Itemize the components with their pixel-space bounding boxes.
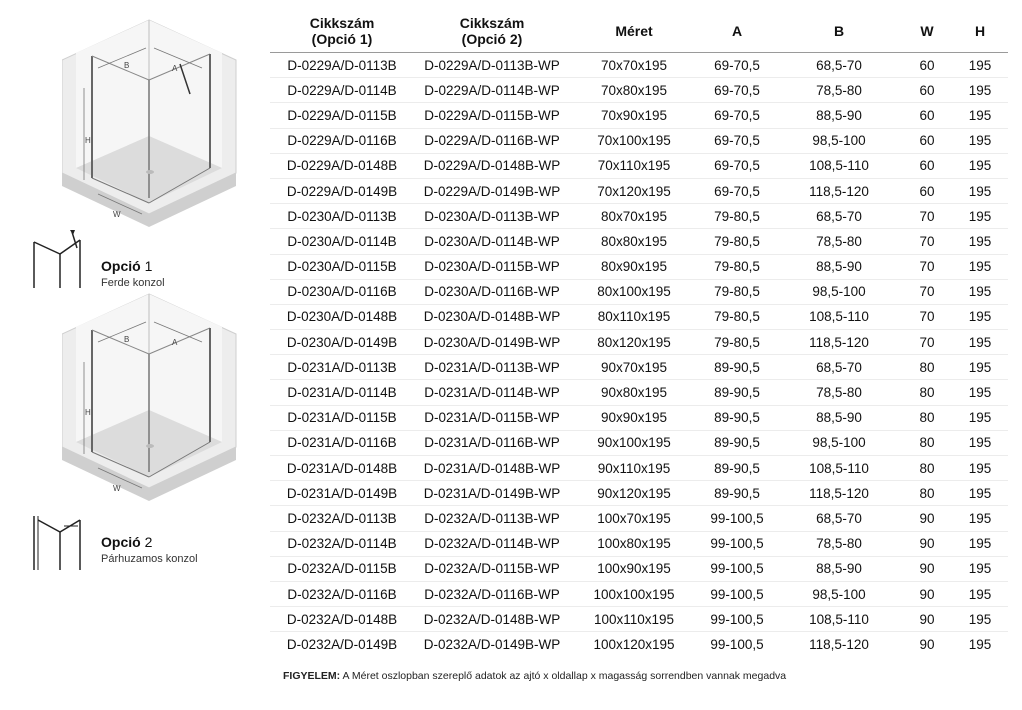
cell-w: 80	[902, 481, 952, 506]
cell-cikkszam-1: D-0231A/D-0116B	[270, 430, 414, 455]
cell-cikkszam-1: D-0232A/D-0149B	[286, 636, 398, 652]
cell-a: 69-70,5	[698, 178, 776, 203]
cell-a: 89-90,5	[698, 380, 776, 405]
cell-a: 89-90,5	[698, 430, 776, 455]
cell-a: 89-90,5	[698, 481, 776, 506]
cell-meret: 90x110x195	[570, 456, 698, 481]
cell-w: 70	[902, 330, 952, 355]
parallel-bracket-icon	[30, 510, 85, 572]
cell-h: 195	[952, 581, 1008, 606]
cell-b: 78,5-80	[776, 380, 902, 405]
cell-h: 195	[952, 556, 1008, 581]
cell-cikkszam-1: D-0229A/D-0149B	[270, 178, 414, 203]
cell-h: 195	[952, 78, 1008, 103]
cell-b: 98,5-100	[776, 581, 902, 606]
cell-cikkszam-1: D-0232A/D-0115B	[270, 556, 414, 581]
table-row	[270, 103, 1008, 128]
cell-meret: 70x90x195	[570, 103, 698, 128]
cell-w: 60	[902, 153, 952, 178]
cell-h: 195	[952, 178, 1008, 203]
cell-cikkszam-2: D-0230A/D-0148B-WP	[414, 304, 570, 329]
cell-h: 195	[952, 430, 1008, 455]
cell-cikkszam-1: D-0232A/D-0148B	[270, 607, 414, 632]
dim-label-h-2: H	[85, 408, 91, 417]
cell-meret: 100x100x195	[570, 581, 698, 606]
cell-meret: 70x80x195	[570, 78, 698, 103]
table-header-row	[270, 10, 1008, 53]
table-body	[270, 53, 1008, 657]
cell-b: 88,5-90	[776, 405, 902, 430]
cell-b: 68,5-70	[776, 204, 902, 229]
cell-meret: 100x110x195	[570, 607, 698, 632]
cell-cikkszam-2: D-0231A/D-0114B-WP	[414, 380, 570, 405]
cell-h: 195	[952, 103, 1008, 128]
cell-b: 88,5-90	[776, 254, 902, 279]
cell-meret: 100x70x195	[570, 506, 698, 531]
cell-a: 99-100,5	[698, 556, 776, 581]
table-row	[270, 556, 1008, 581]
cell-cikkszam-2: D-0230A/D-0116B-WP	[414, 279, 570, 304]
cell-cikkszam-2: D-0232A/D-0114B-WP	[414, 531, 570, 556]
cell-cikkszam-2: D-0232A/D-0148B-WP	[414, 607, 570, 632]
cell-w: 80	[902, 355, 952, 380]
options-panel	[0, 0, 260, 710]
cell-a: 99-100,5	[698, 531, 776, 556]
cell-meret: 80x110x195	[570, 304, 698, 329]
cell-cikkszam-1: D-0229A/D-0114B	[270, 78, 414, 103]
note-label: FIGYELEM:	[283, 670, 341, 682]
cell-cikkszam-1: D-0230A/D-0114B	[270, 229, 414, 254]
cell-h: 195	[952, 531, 1008, 556]
option-1-title: Opció 1	[101, 258, 153, 274]
cell-a: 69-70,5	[698, 53, 776, 78]
cell-cikkszam-1: D-0230A/D-0149B	[270, 330, 414, 355]
cell-w: 90	[902, 531, 952, 556]
header-meret: Méret	[570, 10, 698, 53]
cell-meret: 70x110x195	[570, 153, 698, 178]
dim-label-a-2: A	[172, 338, 178, 347]
cell-meret: 90x90x195	[570, 405, 698, 430]
cell-cikkszam-2: D-0231A/D-0149B-WP	[414, 481, 570, 506]
cell-a: 99-100,5	[710, 636, 764, 652]
cell-cikkszam-2: D-0232A/D-0149B-WP	[423, 636, 561, 652]
cell-h: 195	[952, 229, 1008, 254]
cell-b: 118,5-120	[809, 636, 869, 652]
cell-b: 68,5-70	[776, 355, 902, 380]
cell-cikkszam-2: D-0232A/D-0116B-WP	[414, 581, 570, 606]
cell-h: 195	[952, 506, 1008, 531]
cell-h: 195	[952, 53, 1008, 78]
cell-a: 79-80,5	[698, 304, 776, 329]
cell-cikkszam-2: D-0230A/D-0149B-WP	[414, 330, 570, 355]
table-row	[270, 531, 1008, 556]
cell-w: 70	[902, 254, 952, 279]
cell-a: 79-80,5	[698, 330, 776, 355]
cell-b: 118,5-120	[776, 178, 902, 203]
cell-meret: 80x100x195	[570, 279, 698, 304]
cell-w: 90	[902, 506, 952, 531]
cell-a: 89-90,5	[698, 405, 776, 430]
cell-h: 195	[952, 607, 1008, 632]
cell-w: 60	[902, 53, 952, 78]
cell-cikkszam-2: D-0229A/D-0115B-WP	[414, 103, 570, 128]
cell-a: 79-80,5	[698, 254, 776, 279]
cell-b: 118,5-120	[776, 330, 902, 355]
dim-label-b-2: B	[124, 335, 130, 344]
cell-w: 70	[902, 204, 952, 229]
cell-w: 80	[902, 430, 952, 455]
cell-h: 195	[968, 636, 992, 652]
cell-w: 60	[902, 178, 952, 203]
cell-b: 98,5-100	[776, 279, 902, 304]
slanted-bracket-icon	[30, 228, 85, 290]
cell-meret: 80x120x195	[570, 330, 698, 355]
cell-b: 98,5-100	[776, 128, 902, 153]
cell-cikkszam-2: D-0230A/D-0114B-WP	[414, 229, 570, 254]
cell-a: 69-70,5	[698, 128, 776, 153]
cell-w: 80	[902, 456, 952, 481]
cell-meret: 90x70x195	[570, 355, 698, 380]
table-row	[270, 607, 1008, 632]
cell-cikkszam-2: D-0229A/D-0114B-WP	[414, 78, 570, 103]
cell-b: 108,5-110	[776, 304, 902, 329]
cell-cikkszam-1: D-0230A/D-0116B	[270, 279, 414, 304]
cell-cikkszam-1: D-0232A/D-0113B	[270, 506, 414, 531]
cell-h: 195	[952, 304, 1008, 329]
cell-w: 70	[902, 279, 952, 304]
cell-meret: 90x100x195	[570, 430, 698, 455]
cell-w: 60	[902, 128, 952, 153]
table-row	[270, 178, 1008, 203]
table-row	[270, 506, 1008, 531]
header-b: B	[776, 10, 902, 53]
cell-meret: 70x70x195	[570, 53, 698, 78]
cell-meret: 90x120x195	[570, 481, 698, 506]
table-row	[270, 304, 1008, 329]
cell-cikkszam-1: D-0229A/D-0113B	[270, 53, 414, 78]
cell-cikkszam-1: D-0232A/D-0114B	[270, 531, 414, 556]
cell-b: 108,5-110	[776, 607, 902, 632]
cell-b: 108,5-110	[776, 153, 902, 178]
cell-meret: 100x120x195	[593, 636, 675, 652]
cell-cikkszam-2: D-0231A/D-0115B-WP	[414, 405, 570, 430]
cell-cikkszam-2: D-0232A/D-0115B-WP	[414, 556, 570, 581]
cell-h: 195	[952, 456, 1008, 481]
cell-b: 78,5-80	[776, 531, 902, 556]
option-2-subtitle: Párhuzamos konzol	[101, 553, 198, 565]
table-row	[270, 254, 1008, 279]
cell-h: 195	[952, 128, 1008, 153]
cell-b: 108,5-110	[776, 456, 902, 481]
cell-a: 69-70,5	[698, 78, 776, 103]
cell-h: 195	[952, 481, 1008, 506]
cell-h: 195	[952, 279, 1008, 304]
cell-w: 70	[902, 304, 952, 329]
cell-cikkszam-2: D-0229A/D-0116B-WP	[414, 128, 570, 153]
table-row	[270, 229, 1008, 254]
cell-cikkszam-1: D-0229A/D-0116B	[270, 128, 414, 153]
header-h: H	[952, 10, 1008, 53]
table-row	[270, 330, 1008, 355]
cell-a: 79-80,5	[698, 204, 776, 229]
cell-cikkszam-1: D-0231A/D-0113B	[270, 355, 414, 380]
cell-a: 99-100,5	[698, 607, 776, 632]
cell-w: 70	[902, 229, 952, 254]
cell-a: 99-100,5	[698, 581, 776, 606]
cell-h: 195	[952, 330, 1008, 355]
table-row	[270, 430, 1008, 455]
cell-cikkszam-2: D-0230A/D-0113B-WP	[414, 204, 570, 229]
cell-w: 90	[902, 556, 952, 581]
table-row	[270, 78, 1008, 103]
cell-cikkszam-1: D-0229A/D-0148B	[270, 153, 414, 178]
cell-a: 69-70,5	[698, 103, 776, 128]
cell-cikkszam-2: D-0231A/D-0116B-WP	[414, 430, 570, 455]
cell-meret: 100x80x195	[570, 531, 698, 556]
cell-w: 80	[902, 380, 952, 405]
header-a: A	[698, 10, 776, 53]
cell-cikkszam-2: D-0229A/D-0149B-WP	[414, 178, 570, 203]
cell-b: 68,5-70	[776, 53, 902, 78]
table-row	[270, 128, 1008, 153]
table-row	[270, 456, 1008, 481]
cell-h: 195	[952, 254, 1008, 279]
note	[283, 670, 786, 682]
table-row	[270, 279, 1008, 304]
cell-a: 69-70,5	[698, 153, 776, 178]
cell-cikkszam-1: D-0230A/D-0115B	[270, 254, 414, 279]
dim-label-b-1: B	[124, 61, 130, 70]
dim-label-w-1: W	[113, 210, 121, 219]
cell-cikkszam-2: D-0229A/D-0148B-WP	[414, 153, 570, 178]
cell-cikkszam-1: D-0230A/D-0148B	[270, 304, 414, 329]
cell-b: 78,5-80	[776, 78, 902, 103]
table-row	[270, 405, 1008, 430]
cell-cikkszam-1: D-0232A/D-0116B	[270, 581, 414, 606]
header-cikkszam-opcio-2: Cikkszám (Opció 2)	[414, 10, 570, 53]
dim-label-w-2: W	[113, 484, 121, 493]
cell-meret: 100x90x195	[570, 556, 698, 581]
cell-w: 80	[902, 405, 952, 430]
cell-b: 118,5-120	[776, 481, 902, 506]
cell-w: 60	[902, 103, 952, 128]
cell-b: 98,5-100	[776, 430, 902, 455]
cell-meret: 70x100x195	[570, 128, 698, 153]
table-row	[270, 53, 1008, 78]
option-1-subtitle: Ferde konzol	[101, 277, 165, 289]
table-row	[270, 380, 1008, 405]
cell-meret: 80x90x195	[570, 254, 698, 279]
cell-h: 195	[952, 405, 1008, 430]
cell-cikkszam-2: D-0229A/D-0113B-WP	[414, 53, 570, 78]
header-cikkszam-opcio-1: Cikkszám (Opció 1)	[270, 10, 414, 53]
cell-b: 88,5-90	[776, 556, 902, 581]
spec-table	[270, 10, 1008, 657]
cell-b: 78,5-80	[776, 229, 902, 254]
cell-cikkszam-1: D-0231A/D-0148B	[270, 456, 414, 481]
cell-b: 68,5-70	[776, 506, 902, 531]
cell-meret: 80x80x195	[570, 229, 698, 254]
cell-a: 79-80,5	[698, 229, 776, 254]
cell-a: 99-100,5	[698, 506, 776, 531]
cell-cikkszam-1: D-0231A/D-0114B	[270, 380, 414, 405]
cell-b: 88,5-90	[776, 103, 902, 128]
cell-meret: 90x80x195	[570, 380, 698, 405]
cell-a: 79-80,5	[698, 279, 776, 304]
option-2-title: Opció 2	[101, 534, 153, 550]
table-row	[270, 153, 1008, 178]
cell-cikkszam-1: D-0229A/D-0115B	[270, 103, 414, 128]
cell-a: 89-90,5	[698, 456, 776, 481]
table-row	[270, 581, 1008, 606]
table-row	[270, 204, 1008, 229]
cell-w: 90	[902, 607, 952, 632]
cell-cikkszam-1: D-0230A/D-0113B	[270, 204, 414, 229]
dim-label-h-1: H	[85, 136, 91, 145]
table-row	[270, 355, 1008, 380]
cell-meret: 80x70x195	[570, 204, 698, 229]
dim-label-a-1: A	[172, 64, 178, 73]
cell-w: 60	[902, 78, 952, 103]
cell-cikkszam-2: D-0231A/D-0113B-WP	[414, 355, 570, 380]
cell-h: 195	[952, 355, 1008, 380]
cell-cikkszam-1: D-0231A/D-0149B	[270, 481, 414, 506]
cell-w: 90	[902, 581, 952, 606]
table-row	[270, 481, 1008, 506]
cell-h: 195	[952, 380, 1008, 405]
cell-a: 89-90,5	[698, 355, 776, 380]
cell-h: 195	[952, 204, 1008, 229]
cell-cikkszam-2: D-0230A/D-0115B-WP	[414, 254, 570, 279]
cell-cikkszam-2: D-0232A/D-0113B-WP	[414, 506, 570, 531]
cell-cikkszam-2: D-0231A/D-0148B-WP	[414, 456, 570, 481]
note-text: A Méret oszlopban szereplő adatok az ajtó x oldallap x magasság sorrendben vannak megadva	[342, 670, 787, 682]
cell-w: 90	[919, 636, 935, 652]
cell-h: 195	[952, 153, 1008, 178]
table-row	[270, 632, 1008, 657]
cell-meret: 70x120x195	[570, 178, 698, 203]
header-w: W	[902, 10, 952, 53]
cell-cikkszam-1: D-0231A/D-0115B	[270, 405, 414, 430]
